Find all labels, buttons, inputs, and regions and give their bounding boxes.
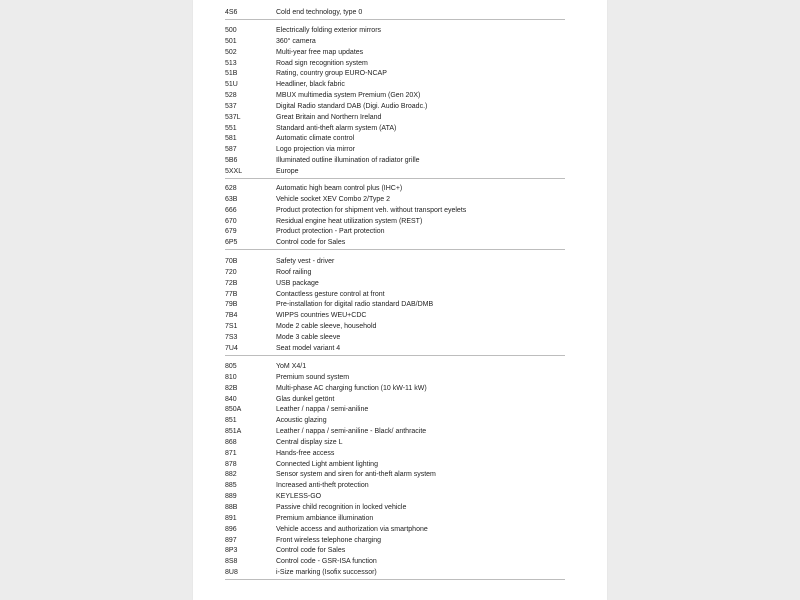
option-description: Premium ambiance illumination [276,514,374,522]
option-row [225,416,565,427]
option-description: Roof railing [276,268,312,276]
option-description: Control code - GSR-ISA function [276,558,377,566]
option-code: 850A [225,406,242,414]
option-code: 501 [225,37,237,45]
option-description: Great Britain and Northern Ireland [276,113,382,121]
option-row [225,145,565,156]
option-row [225,26,565,37]
option-code: 63B [225,195,238,203]
option-row [225,59,565,70]
option-row [225,167,565,178]
option-row [225,113,565,124]
option-description: Front wireless telephone charging [276,536,382,544]
option-code: 8U8 [225,569,238,577]
option-description: Leather / nappa / semi-aniline [276,406,369,414]
option-code: 7B4 [225,312,238,320]
option-code: 551 [225,124,237,132]
option-code: 70B [225,258,238,265]
option-description: Increased anti-theft protection [276,482,369,490]
option-row [225,525,565,536]
option-row [225,268,565,279]
option-code: 537 [225,102,237,110]
option-code: 5B6 [225,157,238,165]
option-description: Acoustic glazing [276,417,327,425]
option-code: 587 [225,146,237,154]
option-description: Electrically folding exterior mirrors [276,27,382,34]
option-description: Seat model variant 4 [276,344,341,352]
option-description: Headliner, black fabric [276,81,345,89]
option-row [225,8,565,19]
option-row [225,333,565,344]
option-group-8xx [225,362,565,580]
option-code: 7U4 [225,344,238,352]
option-row [225,557,565,568]
option-description: Leather / nappa / semi-aniline - Black/ anthracite [276,428,427,436]
option-code: 840 [225,395,237,403]
option-code: 851A [225,428,242,436]
option-description: Product protection for shipment veh. without transport eyelets [276,206,467,214]
option-code: 851 [225,417,237,425]
option-description: Road sign recognition system [276,59,368,67]
option-row [225,427,565,438]
option-row [225,279,565,290]
option-description: Multi-year free map updates [276,48,364,56]
option-description: Central display size L [276,438,343,446]
option-row [225,322,565,333]
option-row [225,460,565,471]
option-row [225,300,565,311]
option-group-4xx [225,8,565,20]
option-description: KEYLESS-GO [276,493,322,501]
option-code: 6P5 [225,239,238,247]
option-row [225,362,565,373]
option-row [225,311,565,322]
option-row [225,481,565,492]
document-page [193,0,607,600]
option-code: 8P3 [225,547,238,555]
option-description: Rating, country group EURO-NCAP [276,70,387,78]
option-row [225,438,565,449]
option-code: 537L [225,113,241,121]
option-code: 868 [225,438,237,446]
option-description: USB package [276,279,319,287]
option-description: Glas dunkel getönt [276,395,335,403]
option-row [225,69,565,80]
option-code: 528 [225,92,237,100]
option-description: Vehicle access and authorization via smartphone [276,525,428,533]
option-row [225,514,565,525]
option-code: 628 [225,185,237,192]
option-code: 889 [225,493,237,501]
option-code: 878 [225,460,237,468]
option-row [225,344,565,355]
option-description: Control code for Sales [276,239,346,247]
option-row [225,290,565,301]
option-description: Safety vest - driver [276,258,335,265]
option-code: 7S3 [225,333,238,341]
option-code: 7S1 [225,323,238,331]
option-code: 670 [225,217,237,225]
option-row [225,195,565,206]
option-code: 897 [225,536,237,544]
option-row [225,238,565,249]
option-description: 360° camera [276,37,316,45]
option-description: Hands-free access [276,449,335,457]
option-group-7xx [225,257,565,356]
option-description: YoM X4/1 [276,363,307,370]
option-code: 8S8 [225,558,238,566]
option-row [225,156,565,167]
option-description: Premium sound system [276,373,350,381]
option-code: 72B [225,279,238,287]
option-description: Multi-phase AC charging function (10 kW-11 kW) [276,384,427,392]
option-code: 666 [225,206,237,214]
option-group-6xx [225,184,565,250]
option-code: 720 [225,268,237,276]
option-code: 502 [225,48,237,56]
option-row [225,373,565,384]
option-code: 77B [225,290,238,298]
option-row [225,470,565,481]
option-code: 4S6 [225,9,238,16]
option-code: 896 [225,525,237,533]
option-description: Logo projection via mirror [276,146,355,154]
option-row [225,568,565,579]
option-row [225,257,565,268]
option-code: 51B [225,70,238,78]
option-row [225,395,565,406]
option-code: 871 [225,449,237,457]
option-description: Residual engine heat utilization system (REST) [276,217,423,225]
option-code: 679 [225,228,237,236]
option-code: 891 [225,514,237,522]
option-code: 88B [225,503,238,511]
option-code: 885 [225,482,237,490]
option-group-5xx [225,26,565,179]
option-row [225,37,565,48]
option-row [225,206,565,217]
option-row [225,102,565,113]
option-code: 500 [225,27,237,34]
option-description: Product protection - Part protection [276,228,385,236]
option-row [225,134,565,145]
option-row [225,492,565,503]
option-row [225,384,565,395]
option-code: 810 [225,373,237,381]
option-row [225,80,565,91]
option-description: Illuminated outline illumination of radiator grille [276,157,420,165]
option-description: Standard anti-theft alarm system (ATA) [276,124,397,132]
option-row [225,405,565,416]
option-row [225,217,565,228]
option-code: 513 [225,59,237,67]
option-code: 5XXL [225,167,243,175]
option-description: Connected Light ambient lighting [276,460,378,468]
option-code: 82B [225,384,238,392]
option-description: Mode 3 cable sleeve [276,333,341,341]
option-description: Passive child recognition in locked vehicle [276,503,407,511]
option-row [225,227,565,238]
option-row [225,503,565,514]
option-description: Cold end technology, type 0 [276,9,363,16]
option-row [225,536,565,547]
option-description: Mode 2 cable sleeve, household [276,323,377,331]
option-row [225,124,565,135]
option-code: 882 [225,471,237,479]
option-row [225,184,565,195]
option-description: Control code for Sales [276,547,346,555]
option-description: Automatic climate control [276,135,355,143]
option-description: Sensor system and siren for anti-theft alarm system [276,471,436,479]
option-description: MBUX multimedia system Premium (Gen 20X) [276,92,421,100]
option-description: Digital Radio standard DAB (Digi. Audio Broadc.) [276,102,428,110]
option-code: 51U [225,81,238,89]
option-description: Contactless gesture control at front [276,290,385,298]
option-description: i-Size marking (Isofix successor) [276,569,377,577]
option-code: 805 [225,363,237,370]
option-description: Pre-installation for digital radio standard DAB/DMB [276,301,434,309]
option-code: 79B [225,301,238,309]
option-row [225,48,565,59]
option-description: WIPPS countries WEU+CDC [276,312,367,320]
option-row [225,449,565,460]
option-description: Europe [276,167,299,175]
option-description: Automatic high beam control plus (IHC+) [276,185,403,192]
option-row [225,546,565,557]
option-code: 581 [225,135,237,143]
option-row [225,91,565,102]
option-description: Vehicle socket XEV Combo 2/Type 2 [276,195,391,203]
